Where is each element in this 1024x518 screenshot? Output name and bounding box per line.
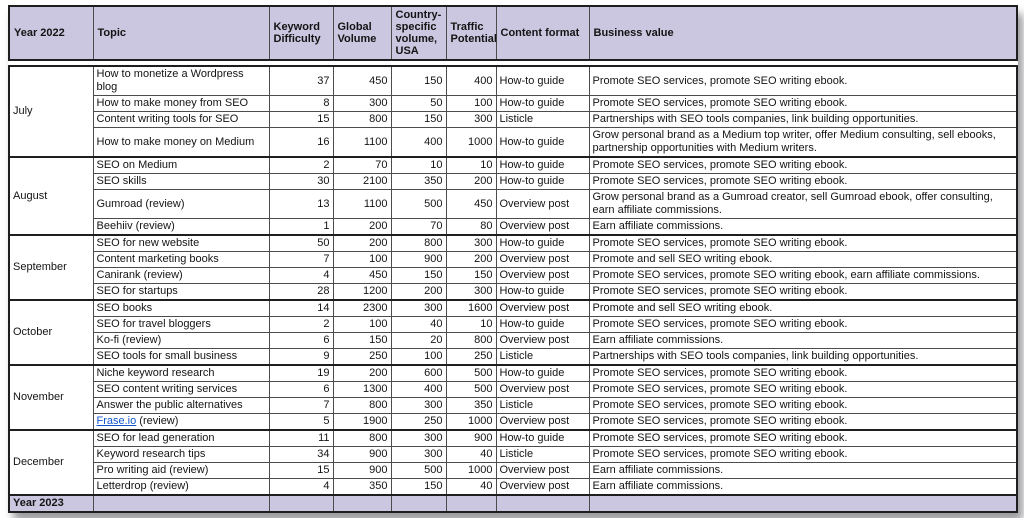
usa-volume-cell: 100	[391, 349, 446, 366]
table-row	[9, 157, 1017, 174]
month-cell: November	[9, 365, 93, 430]
month-cell: December	[9, 430, 93, 495]
traffic-potential-cell: 450	[446, 190, 496, 219]
traffic-potential-cell: 10	[446, 317, 496, 333]
business-value-cell: Promote SEO services, promote SEO writing ebook.	[589, 174, 1017, 190]
global-volume-cell: 1100	[333, 128, 391, 158]
keyword-difficulty-cell: 19	[269, 365, 333, 382]
table-row	[9, 479, 1017, 496]
business-value-cell: Promote SEO services, promote SEO writing ebook.	[589, 430, 1017, 447]
keyword-difficulty-cell: 4	[269, 268, 333, 284]
empty-cell	[496, 495, 589, 512]
table-row	[9, 398, 1017, 414]
usa-volume-cell: 500	[391, 463, 446, 479]
business-value-cell: Grow personal brand as a Medium top writer, offer Medium consulting, sell ebooks, partnership opportunities with Medium writers.	[589, 128, 1017, 158]
business-value-cell: Partnerships with SEO tools companies, link building opportunities.	[589, 349, 1017, 366]
table-row	[9, 268, 1017, 284]
global-volume-cell: 350	[333, 479, 391, 496]
keyword-difficulty-cell: 11	[269, 430, 333, 447]
global-volume-cell: 70	[333, 157, 391, 174]
topic-link[interactable]: Frase.io	[96, 415, 137, 427]
business-value-cell: Promote SEO services, promote SEO writing ebook, earn affiliate commissions.	[589, 268, 1017, 284]
usa-volume-cell: 400	[391, 382, 446, 398]
usa-volume-cell: 600	[391, 365, 446, 382]
column-header-usa-volume: Country-specific volume, USA	[391, 6, 446, 60]
topic-cell: SEO for lead generation	[93, 430, 269, 447]
traffic-potential-cell: 40	[446, 479, 496, 496]
usa-volume-cell: 150	[391, 66, 446, 96]
usa-volume-cell: 150	[391, 479, 446, 496]
topic-cell: Canirank (review)	[93, 268, 269, 284]
table-row	[9, 382, 1017, 398]
global-volume-cell: 450	[333, 66, 391, 96]
global-volume-cell: 300	[333, 96, 391, 112]
keyword-difficulty-cell: 1	[269, 219, 333, 236]
topic-cell: SEO for new website	[93, 235, 269, 252]
global-volume-cell: 100	[333, 252, 391, 268]
traffic-potential-cell: 100	[446, 96, 496, 112]
table-row	[9, 317, 1017, 333]
keyword-difficulty-cell: 6	[269, 382, 333, 398]
topic-cell: SEO for travel bloggers	[93, 317, 269, 333]
keyword-difficulty-cell: 30	[269, 174, 333, 190]
table-row	[9, 128, 1017, 158]
keyword-difficulty-cell: 15	[269, 112, 333, 128]
global-volume-cell: 900	[333, 463, 391, 479]
table-row	[9, 96, 1017, 112]
business-value-cell: Earn affiliate commissions.	[589, 463, 1017, 479]
usa-volume-cell: 350	[391, 174, 446, 190]
content-format-cell: How-to guide	[496, 174, 589, 190]
usa-volume-cell: 50	[391, 96, 446, 112]
business-value-cell: Promote SEO services, promote SEO writing ebook.	[589, 157, 1017, 174]
column-header-keyword-difficulty: Keyword Difficulty	[269, 6, 333, 60]
table-row	[9, 300, 1017, 317]
topic-cell: SEO tools for small business	[93, 349, 269, 366]
table-row	[9, 219, 1017, 236]
content-format-cell: Overview post	[496, 414, 589, 431]
business-value-cell: Promote SEO services, promote SEO writing ebook.	[589, 235, 1017, 252]
content-format-cell: Listicle	[496, 349, 589, 366]
traffic-potential-cell: 1000	[446, 463, 496, 479]
month-cell: August	[9, 157, 93, 235]
keyword-difficulty-cell: 16	[269, 128, 333, 158]
keyword-difficulty-cell: 5	[269, 414, 333, 431]
keyword-difficulty-cell: 4	[269, 479, 333, 496]
usa-volume-cell: 800	[391, 235, 446, 252]
traffic-potential-cell: 300	[446, 112, 496, 128]
business-value-cell: Promote SEO services, promote SEO writing ebook.	[589, 414, 1017, 431]
traffic-potential-cell: 80	[446, 219, 496, 236]
table-row	[9, 235, 1017, 252]
content-format-cell: How-to guide	[496, 128, 589, 158]
usa-volume-cell: 10	[391, 157, 446, 174]
header-table	[8, 5, 1018, 61]
column-header-global-volume: Global Volume	[333, 6, 391, 60]
column-header-year-2022: Year 2022	[9, 6, 93, 60]
table-row	[9, 430, 1017, 447]
keyword-difficulty-cell: 15	[269, 463, 333, 479]
topic-cell: Frase.io (review)	[93, 414, 269, 431]
traffic-potential-cell: 900	[446, 430, 496, 447]
column-header-topic: Topic	[93, 6, 269, 60]
topic-cell: Keyword research tips	[93, 447, 269, 463]
topic-cell: Content writing tools for SEO	[93, 112, 269, 128]
global-volume-cell: 800	[333, 430, 391, 447]
content-format-cell: Overview post	[496, 219, 589, 236]
usa-volume-cell: 300	[391, 430, 446, 447]
column-header-traffic-potential: Traffic Potential	[446, 6, 496, 60]
global-volume-cell: 250	[333, 349, 391, 366]
content-format-cell: Overview post	[496, 190, 589, 219]
empty-cell	[391, 495, 446, 512]
global-volume-cell: 200	[333, 219, 391, 236]
header-row	[9, 6, 1017, 60]
topic-cell: Ko-fi (review)	[93, 333, 269, 349]
table-row	[9, 66, 1017, 96]
table-row	[9, 349, 1017, 366]
traffic-potential-cell: 200	[446, 252, 496, 268]
content-format-cell: How-to guide	[496, 284, 589, 301]
business-value-cell: Promote SEO services, promote SEO writing ebook.	[589, 317, 1017, 333]
column-header-business-value: Business value	[589, 6, 1017, 60]
global-volume-cell: 1200	[333, 284, 391, 301]
topic-cell: Letterdrop (review)	[93, 479, 269, 496]
content-format-cell: Overview post	[496, 268, 589, 284]
footer-year-label: Year 2023	[9, 495, 93, 512]
business-value-cell: Promote SEO services, promote SEO writing ebook.	[589, 66, 1017, 96]
traffic-potential-cell: 300	[446, 284, 496, 301]
usa-volume-cell: 900	[391, 252, 446, 268]
column-header-content-format: Content format	[496, 6, 589, 60]
global-volume-cell: 1300	[333, 382, 391, 398]
global-volume-cell: 2100	[333, 174, 391, 190]
content-format-cell: Listicle	[496, 112, 589, 128]
keyword-difficulty-cell: 2	[269, 317, 333, 333]
topic-cell: Content marketing books	[93, 252, 269, 268]
month-cell: October	[9, 300, 93, 365]
table-row	[9, 190, 1017, 219]
empty-cell	[333, 495, 391, 512]
keyword-difficulty-cell: 34	[269, 447, 333, 463]
content-plan-table-card	[8, 5, 1018, 513]
content-format-cell: Overview post	[496, 300, 589, 317]
topic-cell: SEO on Medium	[93, 157, 269, 174]
table-row	[9, 414, 1017, 431]
usa-volume-cell: 300	[391, 300, 446, 317]
table-row	[9, 463, 1017, 479]
topic-cell: SEO for startups	[93, 284, 269, 301]
topic-cell: How to make money on Medium	[93, 128, 269, 158]
topic-cell: SEO content writing services	[93, 382, 269, 398]
content-format-cell: How-to guide	[496, 430, 589, 447]
table-row	[9, 112, 1017, 128]
usa-volume-cell: 150	[391, 268, 446, 284]
traffic-potential-cell: 1600	[446, 300, 496, 317]
content-format-cell: How-to guide	[496, 157, 589, 174]
content-format-cell: How-to guide	[496, 96, 589, 112]
content-format-cell: How-to guide	[496, 365, 589, 382]
keyword-difficulty-cell: 37	[269, 66, 333, 96]
keyword-difficulty-cell: 28	[269, 284, 333, 301]
topic-cell: Niche keyword research	[93, 365, 269, 382]
business-value-cell: Promote SEO services, promote SEO writing ebook.	[589, 398, 1017, 414]
usa-volume-cell: 300	[391, 447, 446, 463]
traffic-potential-cell: 500	[446, 382, 496, 398]
keyword-difficulty-cell: 2	[269, 157, 333, 174]
topic-cell: Answer the public alternatives	[93, 398, 269, 414]
body-table	[8, 65, 1018, 513]
traffic-potential-cell: 10	[446, 157, 496, 174]
topic-cell: Beehiiv (review)	[93, 219, 269, 236]
traffic-potential-cell: 250	[446, 349, 496, 366]
topic-cell: Pro writing aid (review)	[93, 463, 269, 479]
year-2023-row	[9, 495, 1017, 512]
global-volume-cell: 100	[333, 317, 391, 333]
topic-cell: SEO books	[93, 300, 269, 317]
business-value-cell: Promote and sell SEO writing ebook.	[589, 300, 1017, 317]
table-footer	[9, 495, 1017, 512]
month-cell: September	[9, 235, 93, 300]
content-format-cell: Overview post	[496, 382, 589, 398]
content-format-cell: Listicle	[496, 447, 589, 463]
empty-cell	[446, 495, 496, 512]
global-volume-cell: 200	[333, 235, 391, 252]
usa-volume-cell: 150	[391, 112, 446, 128]
usa-volume-cell: 400	[391, 128, 446, 158]
usa-volume-cell: 500	[391, 190, 446, 219]
month-cell: July	[9, 66, 93, 157]
content-format-cell: How-to guide	[496, 66, 589, 96]
business-value-cell: Promote and sell SEO writing ebook.	[589, 252, 1017, 268]
empty-cell	[589, 495, 1017, 512]
content-format-cell: How-to guide	[496, 235, 589, 252]
keyword-difficulty-cell: 8	[269, 96, 333, 112]
global-volume-cell: 1100	[333, 190, 391, 219]
business-value-cell: Earn affiliate commissions.	[589, 219, 1017, 236]
content-format-cell: Listicle	[496, 398, 589, 414]
table-row	[9, 365, 1017, 382]
keyword-difficulty-cell: 6	[269, 333, 333, 349]
business-value-cell: Promote SEO services, promote SEO writing ebook.	[589, 365, 1017, 382]
keyword-difficulty-cell: 7	[269, 252, 333, 268]
global-volume-cell: 200	[333, 365, 391, 382]
global-volume-cell: 800	[333, 112, 391, 128]
usa-volume-cell: 250	[391, 414, 446, 431]
traffic-potential-cell: 500	[446, 365, 496, 382]
content-format-cell: How-to guide	[496, 317, 589, 333]
global-volume-cell: 1900	[333, 414, 391, 431]
keyword-difficulty-cell: 9	[269, 349, 333, 366]
table-row	[9, 252, 1017, 268]
global-volume-cell: 800	[333, 398, 391, 414]
traffic-potential-cell: 400	[446, 66, 496, 96]
topic-cell: Gumroad (review)	[93, 190, 269, 219]
global-volume-cell: 450	[333, 268, 391, 284]
content-format-cell: Overview post	[496, 333, 589, 349]
keyword-difficulty-cell: 50	[269, 235, 333, 252]
traffic-potential-cell: 300	[446, 235, 496, 252]
global-volume-cell: 900	[333, 447, 391, 463]
business-value-cell: Promote SEO services, promote SEO writing ebook.	[589, 96, 1017, 112]
traffic-potential-cell: 200	[446, 174, 496, 190]
content-format-cell: Overview post	[496, 252, 589, 268]
keyword-difficulty-cell: 14	[269, 300, 333, 317]
content-format-cell: Overview post	[496, 463, 589, 479]
topic-cell: SEO skills	[93, 174, 269, 190]
usa-volume-cell: 40	[391, 317, 446, 333]
global-volume-cell: 150	[333, 333, 391, 349]
topic-cell: How to monetize a Wordpress blog	[93, 66, 269, 96]
keyword-difficulty-cell: 13	[269, 190, 333, 219]
table-row	[9, 447, 1017, 463]
empty-cell	[93, 495, 269, 512]
usa-volume-cell: 300	[391, 398, 446, 414]
business-value-cell: Promote SEO services, promote SEO writing ebook.	[589, 447, 1017, 463]
business-value-cell: Promote SEO services, promote SEO writing ebook.	[589, 284, 1017, 301]
business-value-cell: Grow personal brand as a Gumroad creator, sell Gumroad ebook, offer consulting, earn affiliate commissions.	[589, 190, 1017, 219]
table-row	[9, 333, 1017, 349]
usa-volume-cell: 70	[391, 219, 446, 236]
topic-cell: How to make money from SEO	[93, 96, 269, 112]
keyword-difficulty-cell: 7	[269, 398, 333, 414]
traffic-potential-cell: 1000	[446, 414, 496, 431]
business-value-cell: Partnerships with SEO tools companies, link building opportunities.	[589, 112, 1017, 128]
traffic-potential-cell: 350	[446, 398, 496, 414]
table-body	[9, 66, 1017, 495]
traffic-potential-cell: 150	[446, 268, 496, 284]
table-row	[9, 284, 1017, 301]
empty-cell	[269, 495, 333, 512]
global-volume-cell: 2300	[333, 300, 391, 317]
table-row	[9, 174, 1017, 190]
business-value-cell: Earn affiliate commissions.	[589, 333, 1017, 349]
content-format-cell: Overview post	[496, 479, 589, 496]
traffic-potential-cell: 1000	[446, 128, 496, 158]
usa-volume-cell: 20	[391, 333, 446, 349]
business-value-cell: Promote SEO services, promote SEO writing ebook.	[589, 382, 1017, 398]
usa-volume-cell: 200	[391, 284, 446, 301]
traffic-potential-cell: 40	[446, 447, 496, 463]
traffic-potential-cell: 800	[446, 333, 496, 349]
business-value-cell: Earn affiliate commissions.	[589, 479, 1017, 496]
